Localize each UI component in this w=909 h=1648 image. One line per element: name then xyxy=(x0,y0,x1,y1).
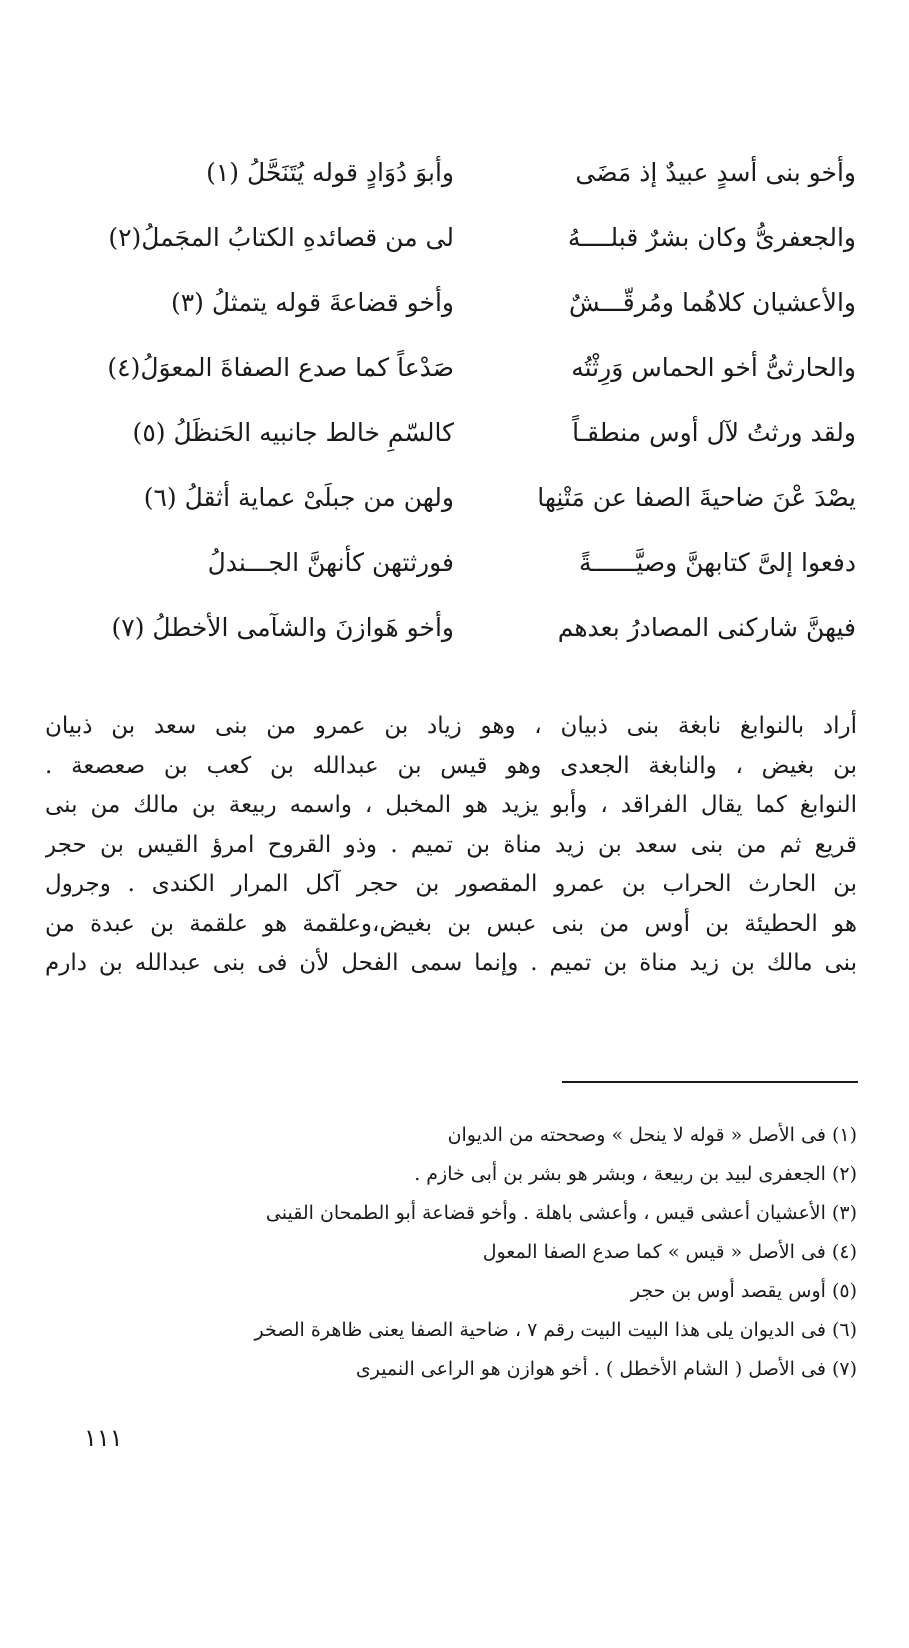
verse-first-hemistich: فيهنَّ شاركنى المصادرُ بعدهم xyxy=(557,613,856,642)
page-number: ١١١ xyxy=(84,1424,123,1452)
verse-second-hemistich: ولهن من جبلَىْ عماية أثقلُ (٦) xyxy=(143,483,454,512)
poem-verse xyxy=(84,473,856,538)
commentary-line: النوابغ كما يقال الفراقد ، وأبو يزيد هو المخبل ، واسمه ربيعة بن مالك من بنى xyxy=(45,792,857,818)
footnote: (٢) الجعفرى لبيد بن ربيعة ، وبشر هو بشر بن أبى خازم . xyxy=(414,1163,857,1185)
poem-verse xyxy=(84,343,856,408)
verse-first-hemistich: والجعفرىُّ وكان بشرٌ قبلــــهُ xyxy=(567,223,856,252)
verse-first-hemistich: والأعشيان كلاهُما ومُرقّـــشٌ xyxy=(568,288,856,317)
commentary-line: بن الحارث الحراب بن عمرو المقصور بن حجر آكل المرار الكندى . وجرول xyxy=(45,871,857,897)
verse-second-hemistich: وأبوَ دُوَادٍ قوله يُتَنَحَّلُ (١) xyxy=(206,158,454,187)
poem-verse xyxy=(84,213,856,278)
commentary-line: أراد بالنوابغ نابغة بنى ذبيان ، وهو زياد بن عمرو من بنى سعد بن ذبيان xyxy=(45,713,857,739)
verse-first-hemistich: وأخو بنى أسدٍ عبيدٌ إذ مَضَى xyxy=(575,158,856,187)
verse-first-hemistich: يصْدَ عْنَ ضاحيةَ الصفا عن مَتْنِها xyxy=(537,483,856,512)
poem-verse xyxy=(84,408,856,473)
commentary-paragraph xyxy=(45,707,857,984)
footnote: (١) فى الأصل « قوله لا ينحل » وصححته من الديوان xyxy=(447,1124,857,1146)
commentary-line: بن بغيض ، والنابغة الجعدى وهو قيس بن عبدالله بن كعب بن صعصعة . xyxy=(45,752,857,779)
poem-verse xyxy=(84,538,856,603)
verse-second-hemistich: لى من قصائدهِ الكتابُ المجَملُ(٢) xyxy=(108,223,454,252)
verse-first-hemistich: والحارثىُّ أخو الحماس وَرِثْتُه xyxy=(571,353,856,382)
verse-second-hemistich: وأخو قضاعةَ قوله يتمثلُ (٣) xyxy=(170,288,454,317)
verse-first-hemistich: دفعوا إلىَّ كتابهنَّ وصيَّــــــةً xyxy=(578,548,856,577)
footnote: (٦) فى الديوان يلى هذا البيت البيت رقم ٧ ، ضاحية الصفا يعنى ظاهرة الصخر xyxy=(254,1319,857,1341)
poem-block xyxy=(84,148,856,668)
footnote: (٧) فى الأصل ( الشام الأخطل ) . أخو هوازن هو الراعى النميرى xyxy=(355,1358,857,1380)
verse-second-hemistich: فورثتهن كأنهنَّ الجـــندلُ xyxy=(207,548,454,577)
footnote: (٣) الأعشيان أعشى قيس ، وأعشى باهلة . وأخو قضاعة أبو الطمحان القينى xyxy=(265,1202,857,1224)
footnotes xyxy=(37,1116,857,1389)
poem-verse xyxy=(84,603,856,668)
verse-second-hemistich: وأخو هَوازنَ والشآمى الأخطلُ (٧) xyxy=(111,613,454,642)
footnote: (٤) فى الأصل « قيس » كما صدع الصفا المعول xyxy=(482,1241,857,1263)
verse-second-hemistich: صَدْعاً كما صدع الصفاةَ المعوَلُ(٤) xyxy=(107,353,454,382)
verse-first-hemistich: ولقد ورثتُ لآل أوس منطقـاً xyxy=(572,418,856,447)
commentary-line: قريع ثم من بنى سعد بن زيد مناة بن تميم . وذو القروح امرؤ القيس بن حجر xyxy=(45,831,857,858)
poem-verse xyxy=(84,148,856,213)
poem-verse xyxy=(84,278,856,343)
commentary-line: هو الحطيئة بن أوس من بنى عبس بن بغيض،وعلقمة هو علقمة بن عبدة من xyxy=(45,910,857,937)
verse-second-hemistich: كالسّمِ خالط جانبيه الحَنظَلُ (٥) xyxy=(132,418,454,447)
commentary-line: بنى مالك بن زيد مناة بن تميم . وإنما سمى الفحل لأن فى بنى عبدالله بن دارم xyxy=(45,950,857,976)
footnote-separator xyxy=(562,1081,858,1083)
footnote: (٥) أوس يقصد أوس بن حجر xyxy=(630,1280,857,1302)
